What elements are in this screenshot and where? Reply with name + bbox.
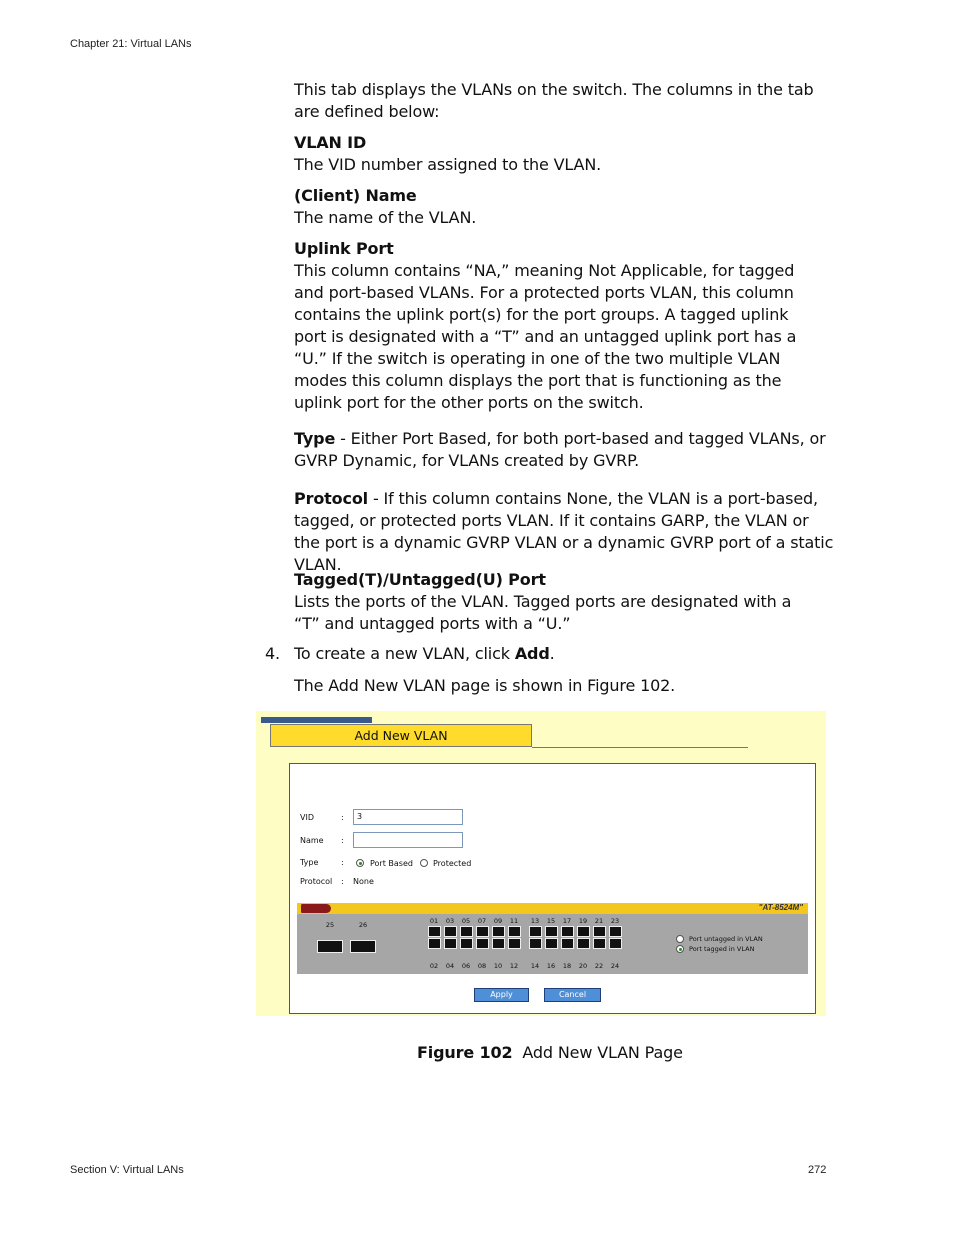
vendor-logo-icon [301, 904, 331, 913]
vid-label: VID [300, 813, 314, 822]
port-22[interactable] [593, 938, 606, 949]
running-footer: Section V: Virtual LANs [70, 1164, 184, 1176]
definition-vlan-id [294, 132, 834, 176]
switch-front-panel [297, 903, 808, 974]
tagged-legend-icon [676, 945, 684, 953]
port-number-bottom: 18 [562, 962, 572, 970]
definition-desc: The name of the VLAN. [294, 208, 477, 227]
port-16[interactable] [545, 938, 558, 949]
vid-input[interactable]: 3 [353, 809, 463, 825]
definition-tagged-untagged [294, 569, 804, 635]
port-10[interactable] [492, 938, 505, 949]
step-number: 4. [265, 644, 280, 663]
port-23[interactable] [609, 926, 622, 937]
step-pre: To create a new VLAN, click [294, 644, 515, 663]
port-number-top: 19 [578, 917, 588, 925]
colon: : [341, 813, 344, 822]
port-12[interactable] [508, 938, 521, 949]
port-number-top: 15 [546, 917, 556, 925]
port-11[interactable] [508, 926, 521, 937]
definition-term: VLAN ID [294, 133, 367, 152]
cancel-button[interactable]: Cancel [544, 988, 601, 1002]
port-number-top: 07 [477, 917, 487, 925]
definition-desc: The VID number assigned to the VLAN. [294, 155, 602, 174]
port-number-bottom: 02 [429, 962, 439, 970]
definition-client-name [294, 185, 834, 229]
vlan-form-panel [289, 763, 816, 1014]
step-text [294, 643, 834, 665]
port-number-top: 23 [610, 917, 620, 925]
port-04[interactable] [444, 938, 457, 949]
port-number-bottom: 20 [578, 962, 588, 970]
port-17[interactable] [561, 926, 574, 937]
port-07[interactable] [476, 926, 489, 937]
port-08[interactable] [476, 938, 489, 949]
figure-caption [417, 1042, 683, 1064]
port-number-top: 17 [562, 917, 572, 925]
port-19[interactable] [577, 926, 590, 937]
port-number-top: 05 [461, 917, 471, 925]
name-input[interactable] [353, 832, 463, 848]
tab-underline [532, 747, 748, 748]
figure-title: Add New VLAN Page [522, 1043, 683, 1062]
port-number-bottom: 04 [445, 962, 455, 970]
protocol-label: Protocol [300, 877, 333, 886]
name-label: Name [300, 836, 324, 845]
switch-top-bar [297, 903, 808, 914]
type-label: Type [300, 858, 319, 867]
port-number-bottom: 14 [530, 962, 540, 970]
legend-tagged: Port tagged in VLAN [689, 945, 755, 953]
uplink-port-number: 26 [358, 921, 368, 929]
definition-term: (Client) Name [294, 186, 417, 205]
step-add-bold: Add [514, 644, 550, 663]
definition-term: Tagged(T)/Untagged(U) Port [294, 570, 546, 589]
colon: : [341, 836, 344, 845]
tab-add-new-vlan[interactable]: Add New VLAN [270, 724, 532, 747]
type-protected-label: Protected [433, 859, 472, 868]
port-number-top: 03 [445, 917, 455, 925]
port-02[interactable] [428, 938, 441, 949]
port-09[interactable] [492, 926, 505, 937]
port-number-top: 01 [429, 917, 439, 925]
type-paragraph [294, 428, 834, 472]
type-text: - Either Port Based, for both port-based and tagged VLANs, or GVRP Dynamic, for VLANs created by GVRP. [294, 429, 826, 470]
port-number-top: 21 [594, 917, 604, 925]
step-note: The Add New VLAN page is shown in Figure 102. [294, 676, 676, 695]
port-number-bottom: 08 [477, 962, 487, 970]
protocol-paragraph [294, 488, 834, 576]
port-number-bottom: 06 [461, 962, 471, 970]
port-15[interactable] [545, 926, 558, 937]
definition-uplink-port [294, 238, 804, 414]
add-new-vlan-screenshot [256, 711, 826, 1016]
protocol-value: None [353, 877, 374, 886]
port-number-bottom: 10 [493, 962, 503, 970]
port-20[interactable] [577, 938, 590, 949]
colon: : [341, 858, 344, 867]
port-number-top: 09 [493, 917, 503, 925]
page-number: 272 [808, 1164, 827, 1176]
running-header: Chapter 21: Virtual LANs [70, 38, 192, 50]
definition-desc: This column contains “NA,” meaning Not Applicable, for tagged and port-based VLANs. For a protected ports VLAN, this column contains the uplink port(s) for the port groups. A tagged uplink port is designated with a “T” and an untagged uplink port has a “U.” If the switch is operating in one of the two multiple VLAN modes this column displays the port that is functioning as the uplink port for the other ports on the switch. [294, 261, 797, 412]
nav-bar [261, 717, 372, 723]
step-post: . [549, 644, 555, 663]
type-term: Type [294, 429, 336, 448]
port-number-bottom: 22 [594, 962, 604, 970]
definition-desc: Lists the ports of the VLAN. Tagged ports are designated with a “T” and untagged ports with a “U.” [294, 592, 792, 633]
port-number-bottom: 16 [546, 962, 556, 970]
uplink-port-number: 25 [325, 921, 335, 929]
legend-untagged: Port untagged in VLAN [689, 935, 763, 943]
figure-label: Figure 102 [417, 1043, 513, 1062]
port-03[interactable] [444, 926, 457, 937]
port-number-top: 13 [530, 917, 540, 925]
port-05[interactable] [460, 926, 473, 937]
uplink-port-26[interactable] [350, 940, 376, 953]
protocol-text: - If this column contains None, the VLAN is a port-based, tagged, or protected ports VLAN. If it contains GARP, the VLAN or the port is a dynamic GVRP VLAN or a dynamic GVRP port of a static VLAN. [294, 489, 834, 574]
port-13[interactable] [529, 926, 542, 937]
port-number-top: 11 [509, 917, 519, 925]
port-number-bottom: 12 [509, 962, 519, 970]
type-protected-radio[interactable] [420, 859, 428, 867]
port-06[interactable] [460, 938, 473, 949]
apply-button[interactable]: Apply [474, 988, 529, 1002]
port-14[interactable] [529, 938, 542, 949]
type-port-based-label: Port Based [370, 859, 413, 868]
definition-term: Uplink Port [294, 239, 394, 258]
untagged-legend-icon [676, 935, 684, 943]
port-18[interactable] [561, 938, 574, 949]
port-24[interactable] [609, 938, 622, 949]
protocol-term: Protocol [294, 489, 369, 508]
port-21[interactable] [593, 926, 606, 937]
type-port-based-radio[interactable] [356, 859, 364, 867]
port-01[interactable] [428, 926, 441, 937]
port-number-bottom: 24 [610, 962, 620, 970]
uplink-port-25[interactable] [317, 940, 343, 953]
intro-paragraph: This tab displays the VLANs on the switch. The columns in the tab are defined below: [294, 80, 814, 121]
colon: : [341, 877, 344, 886]
switch-model: "AT-8524M" [758, 903, 803, 912]
